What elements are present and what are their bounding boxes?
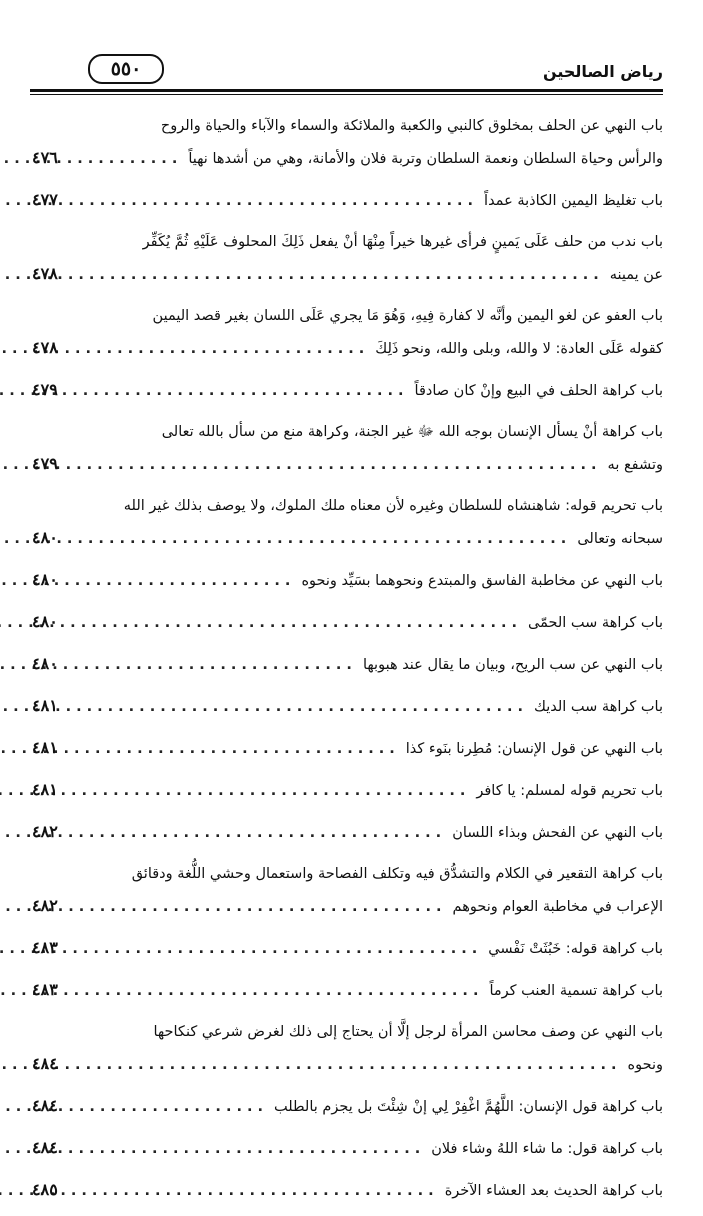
toc-entry-last-line [32, 1048, 663, 1080]
toc-entry-title-line: باب كراهة التقعير في الكلام والتشدُّق فيه وتكلف الفصاحة واستعمال وحشي اللُّغة ودقائق [131, 866, 663, 882]
dot-leader [80, 691, 528, 723]
dot-leader [80, 143, 182, 175]
dot-leader [80, 733, 400, 765]
dot-leader [80, 523, 571, 555]
dot-leader [80, 891, 447, 923]
dot-leader [80, 1175, 439, 1207]
dot-leader [80, 975, 483, 1007]
toc-entry-page: ٤٨١ [32, 780, 58, 799]
toc-entry [32, 690, 663, 722]
toc-entry-page: ٤٨٤ [32, 1138, 58, 1157]
toc-entry-title: باب كراهة قوله: خَبُثَتْ نَفْسي [488, 941, 663, 957]
toc-entry-last-line [32, 1174, 663, 1206]
toc-entry [32, 416, 663, 480]
toc-entry-last-line [32, 774, 663, 806]
toc-entry-title: باب كراهة الحديث بعد العشاء الآخرة [444, 1183, 663, 1199]
dot-leader [80, 933, 482, 965]
dot-leader [80, 1049, 622, 1081]
toc-entry [32, 490, 663, 554]
toc-entry-title: الإعراب في مخاطبة العوام ونحوهم [452, 899, 663, 915]
toc-entry-title-line: باب النهي عن وصف محاسن المرأة لرجل إلَّا أن يحتاج إلى ذلك لغرض شرعي كنكاحها [153, 1024, 663, 1040]
toc-entry-page: ٤٨٠ [32, 612, 58, 631]
toc-entry-title: باب كراهة قول الإنسان: اللَّهُمَّ اغْفِرْ لِي إنْ شِئْتَ بل يجزم بالطلب [273, 1099, 663, 1115]
toc-entry-title: والرأس وحياة السلطان ونعمة السلطان وتربة فلان والأمانة، وهي من أشدها نهياً [188, 151, 663, 167]
table-of-contents [32, 110, 663, 1216]
toc-entry-page: ٤٨٠ [32, 654, 58, 673]
toc-entry-title: وتشفع به [607, 457, 663, 473]
toc-entry-title: باب النهي عن الفحش وبذاء اللسان [452, 825, 663, 841]
toc-entry-page: ٤٨٠ [32, 528, 58, 547]
toc-entry-page: ٤٨١ [32, 738, 58, 757]
toc-entry-last-line [32, 564, 663, 596]
toc-entry-title: سبحانه وتعالى [577, 531, 663, 547]
toc-entry-title: باب النهي عن قول الإنسان: مُطِرنا بنَوء كذا [405, 741, 663, 757]
toc-entry-page: ٤٧٦ [32, 148, 58, 167]
toc-entry-last-line [32, 184, 663, 216]
toc-entry-title-line: باب كراهة أنْ يسأل الإنسان بوجه الله ﷻ غير الجنة، وكراهة منع من سأل بالله تعالى [161, 424, 663, 440]
dot-leader [80, 1133, 425, 1165]
toc-entry-title: باب كراهة سب الحمّى [528, 615, 663, 631]
toc-entry-last-line [32, 1090, 663, 1122]
toc-entry-title-line: باب النهي عن الحلف بمخلوق كالنبي والكعبة والملائكة والسماء والآباء والحياة والروح [160, 118, 663, 134]
dot-leader [80, 1091, 268, 1123]
page-header [30, 50, 663, 96]
header-rule-thick [30, 89, 663, 92]
toc-entry-page: ٤٧٨ [32, 338, 58, 357]
toc-entry-title: كقوله عَلَى العادة: لا والله، وبلى والله، ونحو ذَلِكَ [375, 341, 663, 357]
toc-entry-title-line: باب ندب من حلف عَلَى يَمينٍ فرأى غيرها خيراً مِنْهَا أنْ يفعل ذَلِكَ المحلوف عَلَيْهِ ثُمَّ يُكَفِّر [142, 234, 663, 250]
toc-entry-page: ٤٨٠ [32, 570, 58, 589]
toc-entry-page: ٤٧٩ [32, 380, 58, 399]
toc-entry [32, 1174, 663, 1206]
toc-entry-title: باب تغليظ اليمين الكاذبة عمداً [484, 193, 663, 209]
dot-leader [80, 817, 446, 849]
dot-leader [80, 333, 369, 365]
toc-entry [32, 858, 663, 922]
toc-entry-page: ٤٨٤ [32, 1054, 58, 1073]
toc-entry [32, 374, 663, 406]
toc-entry-title: باب تحريم قوله لمسلم: يا كافر [476, 783, 663, 799]
dot-leader [80, 607, 522, 639]
header-rule-thin [30, 94, 663, 95]
toc-entry-page: ٤٨٥ [32, 1180, 58, 1199]
toc-entry-last-line [32, 142, 663, 174]
dot-leader [80, 649, 357, 681]
toc-entry-last-line [32, 522, 663, 554]
toc-entry [32, 1016, 663, 1080]
toc-entry [32, 300, 663, 364]
toc-entry-page: ٤٨١ [32, 696, 58, 715]
toc-entry-title-line: باب تحريم قوله: شاهنشاه للسلطان وغيره لأن معناه ملك الملوك، ولا يوصف بذلك غير الله [123, 498, 663, 514]
toc-entry-last-line [32, 732, 663, 764]
toc-entry-last-line [32, 974, 663, 1006]
toc-entry [32, 564, 663, 596]
toc-entry-title: باب كراهة قول: ما شاء اللهُ وشاء فلان [431, 1141, 663, 1157]
toc-entry-last-line [32, 890, 663, 922]
toc-entry [32, 648, 663, 680]
running-title: رياض الصالحين [542, 62, 663, 81]
toc-entry [32, 774, 663, 806]
toc-entry-last-line [32, 374, 663, 406]
toc-entry-last-line [32, 816, 663, 848]
toc-entry-title: باب النهي عن سب الريح، وبيان ما يقال عند هبوبها [362, 657, 663, 673]
toc-entry [32, 184, 663, 216]
toc-entry [32, 932, 663, 964]
toc-entry-last-line [32, 932, 663, 964]
toc-entry-title: باب كراهة سب الديك [534, 699, 663, 715]
toc-entry [32, 606, 663, 638]
toc-entry-title: باب النهي عن مخاطبة الفاسق والمبتدع ونحوهما بسَيِّد ونحوه [301, 573, 663, 589]
toc-entry [32, 1090, 663, 1122]
page-number: ٥٥٠ [88, 54, 164, 84]
toc-entry-page: ٤٨٢ [32, 896, 58, 915]
toc-entry-last-line [32, 606, 663, 638]
dot-leader [80, 565, 295, 597]
toc-entry [32, 110, 663, 174]
toc-entry [32, 816, 663, 848]
toc-entry-page: ٤٨٤ [32, 1096, 58, 1115]
dot-leader [80, 775, 470, 807]
toc-entry-page: ٤٨٣ [32, 980, 58, 999]
toc-entry-last-line [32, 648, 663, 680]
toc-entry-page: ٤٨٢ [32, 822, 58, 841]
toc-entry-page: ٤٨٣ [32, 938, 58, 957]
toc-entry-last-line [32, 332, 663, 364]
toc-entry-title: عن يمينه [609, 267, 663, 283]
toc-entry-last-line [32, 448, 663, 480]
dot-leader [80, 375, 409, 407]
dot-leader [80, 259, 604, 291]
toc-entry-title-line: باب العفو عن لغو اليمين وأنَّه لا كفارة فِيهِ، وَهُوَ مَا يجري عَلَى اللسان بغير قصد اليمين [152, 308, 663, 324]
dot-leader [80, 185, 478, 217]
toc-entry-last-line [32, 258, 663, 290]
toc-entry-last-line [32, 1132, 663, 1164]
toc-entry [32, 1132, 663, 1164]
toc-entry-page: ٤٧٨ [32, 264, 58, 283]
dot-leader [80, 449, 602, 481]
toc-entry [32, 226, 663, 290]
toc-entry-page: ٤٧٩ [32, 454, 58, 473]
toc-entry-title: باب كراهة الحلف في البيع وإنْ كان صادقاً [414, 383, 663, 399]
toc-entry [32, 732, 663, 764]
toc-entry-title: ونحوه [627, 1057, 663, 1073]
toc-entry-page: ٤٧٧ [32, 190, 58, 209]
toc-entry-title: باب كراهة تسمية العنب كرماً [489, 983, 663, 999]
toc-entry [32, 974, 663, 1006]
toc-entry-last-line [32, 690, 663, 722]
